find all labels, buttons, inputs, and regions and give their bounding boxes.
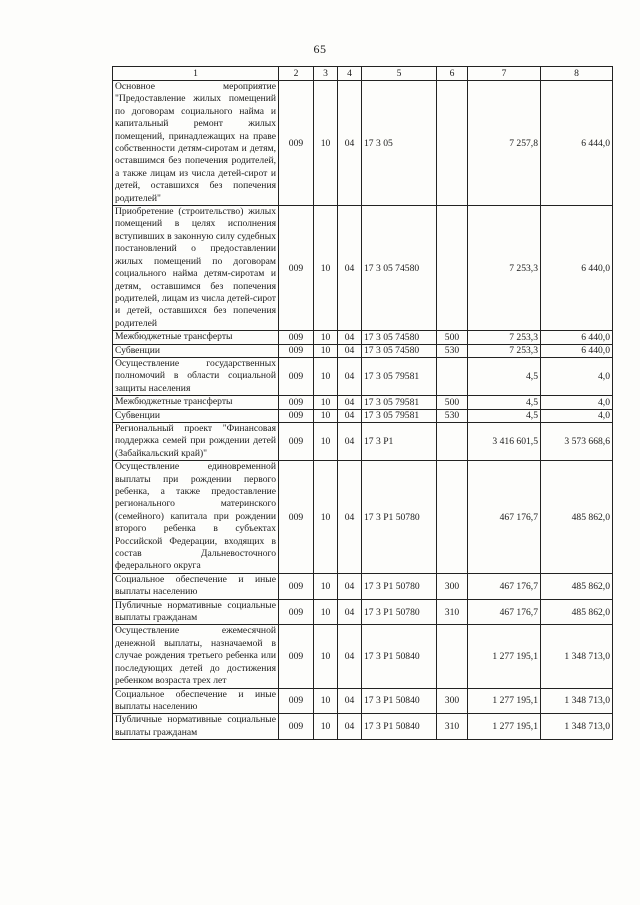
row-name: Осуществление единовременной выплаты при рождении первого ребенка, а также предоставление регионального материнского (семейного) капитала при рождении второго ребенка в субъектах Российской Федерации, входящих в состав Дальневосточного федерального округа: [113, 461, 279, 574]
row-name: Субвенции: [113, 409, 279, 422]
row-name: Приобретение (строительство) жилых помещений в целях исполнения вступивших в законную силу судебных постановлений о предоставлении жилых помещений по договорам социального найма детям-сиротам и детям, оставшимся без попечения родителей, лицам из числа детей-сирот и детей, оставшихся без попечения родителей: [113, 206, 279, 331]
row-rz: 10: [314, 625, 338, 688]
header-col-6: 6: [437, 67, 468, 81]
row-vr: 310: [437, 599, 468, 625]
row-sum1: 4,5: [468, 409, 541, 422]
row-pr: 04: [338, 81, 362, 206]
table-row: [113, 357, 613, 395]
row-pr: 04: [338, 461, 362, 574]
row-pr: 04: [338, 599, 362, 625]
table-row: [113, 625, 613, 688]
table-row: [113, 573, 613, 599]
row-rz: 10: [314, 409, 338, 422]
row-sum2: 1 348 713,0: [541, 688, 613, 714]
row-sum1: 1 277 195,1: [468, 688, 541, 714]
row-sum1: 467 176,7: [468, 599, 541, 625]
row-pr: 04: [338, 714, 362, 740]
row-sum2: 485 862,0: [541, 599, 613, 625]
row-sum2: 6 440,0: [541, 344, 613, 357]
budget-table: [112, 66, 613, 740]
row-sum1: 4,5: [468, 396, 541, 409]
row-sum1: 1 277 195,1: [468, 625, 541, 688]
row-csr: 17 3 05 79581: [362, 357, 437, 395]
row-pr: 04: [338, 688, 362, 714]
row-grbs: 009: [279, 573, 314, 599]
row-vr: [437, 625, 468, 688]
header-col-5: 5: [362, 67, 437, 81]
table-row: [113, 81, 613, 206]
row-pr: 04: [338, 206, 362, 331]
row-sum2: 6 440,0: [541, 331, 613, 344]
row-rz: 10: [314, 357, 338, 395]
row-vr: [437, 422, 468, 460]
row-rz: 10: [314, 422, 338, 460]
row-rz: 10: [314, 344, 338, 357]
row-sum1: 3 416 601,5: [468, 422, 541, 460]
row-csr: 17 3 05 79581: [362, 409, 437, 422]
row-vr: [437, 357, 468, 395]
row-sum2: 6 440,0: [541, 206, 613, 331]
row-rz: 10: [314, 573, 338, 599]
row-rz: 10: [314, 599, 338, 625]
row-csr: 17 3 05 74580: [362, 344, 437, 357]
row-pr: 04: [338, 357, 362, 395]
header-col-1: 1: [113, 67, 279, 81]
table-row: [113, 396, 613, 409]
row-grbs: 009: [279, 714, 314, 740]
row-rz: 10: [314, 81, 338, 206]
row-grbs: 009: [279, 396, 314, 409]
row-pr: 04: [338, 344, 362, 357]
row-grbs: 009: [279, 688, 314, 714]
row-sum2: 4,0: [541, 409, 613, 422]
row-pr: 04: [338, 331, 362, 344]
row-csr: 17 3 P1 50780: [362, 599, 437, 625]
row-csr: 17 3 05 74580: [362, 206, 437, 331]
row-vr: 500: [437, 331, 468, 344]
row-sum2: 6 444,0: [541, 81, 613, 206]
header-col-4: 4: [338, 67, 362, 81]
table-row: [113, 409, 613, 422]
row-name: Публичные нормативные социальные выплаты гражданам: [113, 714, 279, 740]
row-sum1: 4,5: [468, 357, 541, 395]
row-csr: 17 3 P1 50840: [362, 688, 437, 714]
table-row: [113, 688, 613, 714]
row-csr: 17 3 P1: [362, 422, 437, 460]
row-pr: 04: [338, 625, 362, 688]
row-vr: 300: [437, 688, 468, 714]
row-sum2: 3 573 668,6: [541, 422, 613, 460]
row-name: Публичные нормативные социальные выплаты гражданам: [113, 599, 279, 625]
row-name: Межбюджетные трансферты: [113, 396, 279, 409]
row-csr: 17 3 05 74580: [362, 331, 437, 344]
row-grbs: 009: [279, 409, 314, 422]
row-grbs: 009: [279, 357, 314, 395]
row-rz: 10: [314, 461, 338, 574]
row-pr: 04: [338, 409, 362, 422]
header-col-8: 8: [541, 67, 613, 81]
row-sum1: 7 257,8: [468, 81, 541, 206]
row-grbs: 009: [279, 81, 314, 206]
table-row: [113, 461, 613, 574]
row-name: Осуществление ежемесячной денежной выплаты, назначаемой в случае рождения третьего ребенка или последующих детей до достижения ребенком возраста трех лет: [113, 625, 279, 688]
row-vr: 530: [437, 344, 468, 357]
row-grbs: 009: [279, 344, 314, 357]
row-sum1: 7 253,3: [468, 206, 541, 331]
row-sum2: 1 348 713,0: [541, 625, 613, 688]
row-rz: 10: [314, 714, 338, 740]
row-grbs: 009: [279, 625, 314, 688]
row-rz: 10: [314, 331, 338, 344]
row-name: Социальное обеспечение и иные выплаты населению: [113, 688, 279, 714]
row-vr: [437, 206, 468, 331]
row-grbs: 009: [279, 461, 314, 574]
row-sum2: 4,0: [541, 396, 613, 409]
row-sum1: 467 176,7: [468, 573, 541, 599]
row-name: Субвенции: [113, 344, 279, 357]
table-row: [113, 714, 613, 740]
header-col-7: 7: [468, 67, 541, 81]
row-csr: 17 3 P1 50840: [362, 625, 437, 688]
row-sum1: 7 253,3: [468, 331, 541, 344]
row-csr: 17 3 P1 50840: [362, 714, 437, 740]
row-grbs: 009: [279, 422, 314, 460]
row-grbs: 009: [279, 206, 314, 331]
row-pr: 04: [338, 422, 362, 460]
row-name: Основное мероприятие "Предоставление жилых помещений по договорам социального найма и капитальный ремонт жилых помещений, принадлежащих на праве собственности детям-сиротам и детям, оставшимся без попечения родителей, а также лицам из числа детей-сирот и детей, оставшихся без попечения родителей": [113, 81, 279, 206]
table-row: [113, 422, 613, 460]
table-row: [113, 206, 613, 331]
row-name: Межбюджетные трансферты: [113, 331, 279, 344]
row-sum2: 485 862,0: [541, 573, 613, 599]
table-row: [113, 599, 613, 625]
header-row: [113, 67, 613, 81]
row-grbs: 009: [279, 331, 314, 344]
page-number: 65: [313, 42, 327, 56]
row-sum2: 1 348 713,0: [541, 714, 613, 740]
row-sum2: 4,0: [541, 357, 613, 395]
row-sum2: 485 862,0: [541, 461, 613, 574]
row-csr: 17 3 05: [362, 81, 437, 206]
table-row: [113, 331, 613, 344]
row-pr: 04: [338, 573, 362, 599]
row-sum1: 467 176,7: [468, 461, 541, 574]
table-row: [113, 344, 613, 357]
row-name: Региональный проект "Финансовая поддержка семей при рождении детей (Забайкальский край)": [113, 422, 279, 460]
row-vr: [437, 461, 468, 574]
row-name: Осуществление государственных полномочий в области социальной защиты населения: [113, 357, 279, 395]
row-rz: 10: [314, 688, 338, 714]
header-col-3: 3: [314, 67, 338, 81]
row-vr: 300: [437, 573, 468, 599]
row-vr: 530: [437, 409, 468, 422]
row-rz: 10: [314, 396, 338, 409]
row-csr: 17 3 P1 50780: [362, 573, 437, 599]
row-name: Социальное обеспечение и иные выплаты населению: [113, 573, 279, 599]
row-vr: 500: [437, 396, 468, 409]
row-grbs: 009: [279, 599, 314, 625]
row-vr: [437, 81, 468, 206]
row-sum1: 7 253,3: [468, 344, 541, 357]
row-csr: 17 3 05 79581: [362, 396, 437, 409]
row-sum1: 1 277 195,1: [468, 714, 541, 740]
row-csr: 17 3 P1 50780: [362, 461, 437, 574]
row-vr: 310: [437, 714, 468, 740]
header-col-2: 2: [279, 67, 314, 81]
row-rz: 10: [314, 206, 338, 331]
row-pr: 04: [338, 396, 362, 409]
